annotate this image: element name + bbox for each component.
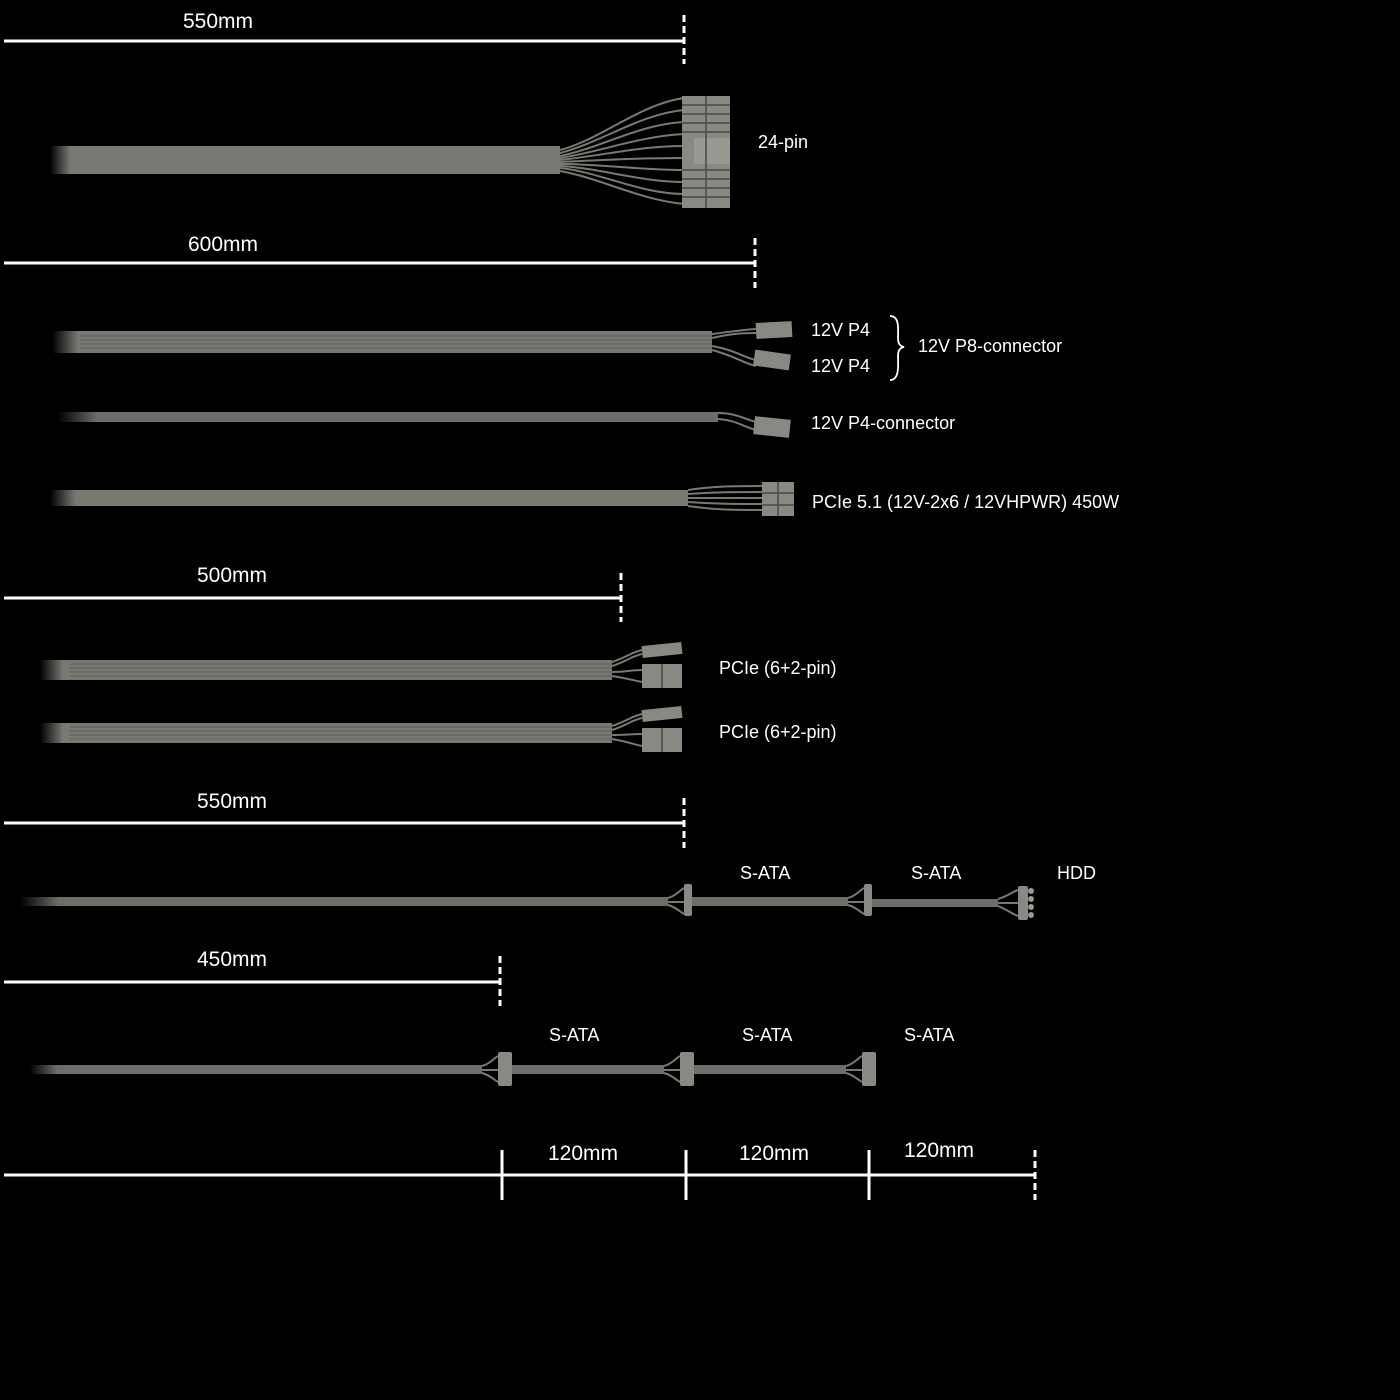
label-sata-2c: S-ATA xyxy=(904,1025,955,1045)
connector-pcie5 xyxy=(762,482,794,516)
connector-p4-b xyxy=(753,350,791,371)
connector-sata-1a xyxy=(684,884,692,916)
label-pcie-b: PCIe (6+2-pin) xyxy=(719,722,837,742)
label-p4-b: 12V P4 xyxy=(811,356,871,376)
measure-600mm xyxy=(4,233,755,288)
cable-sata-2 xyxy=(30,1025,954,1086)
measure-label-seg2: 120mm xyxy=(739,1142,810,1165)
cable-pcie5 xyxy=(50,482,1119,516)
connector-sata-2c xyxy=(862,1052,876,1086)
cable-pcie-a xyxy=(40,642,837,688)
label-pcie-a: PCIe (6+2-pin) xyxy=(719,658,837,678)
connector-sata-1b xyxy=(864,884,872,916)
label-sata-1a: S-ATA xyxy=(740,863,791,883)
measure-label-seg3: 120mm xyxy=(904,1139,975,1162)
label-p4-single: 12V P4-connector xyxy=(811,413,956,433)
brace-icon xyxy=(890,316,904,380)
label-p8: 12V P8-connector xyxy=(918,336,1063,356)
cable-24pin xyxy=(50,96,808,208)
measure-label-500mm: 500mm xyxy=(197,564,268,587)
measure-label-550mm: 550mm xyxy=(183,10,254,33)
label-sata-1b: S-ATA xyxy=(911,863,962,883)
measure-label-600mm: 600mm xyxy=(188,233,259,256)
measure-500mm xyxy=(4,564,621,622)
connector-p4-single xyxy=(753,416,791,438)
measure-450mm xyxy=(4,948,500,1006)
measure-segments xyxy=(4,1139,1035,1200)
label-sata-2b: S-ATA xyxy=(742,1025,793,1045)
measure-label-450mm: 450mm xyxy=(197,948,268,971)
cable-12v-p4 xyxy=(58,412,955,438)
connector-hdd xyxy=(1018,886,1034,920)
label-sata-2a: S-ATA xyxy=(549,1025,600,1045)
label-hdd: HDD xyxy=(1057,863,1096,883)
connector-p4-a xyxy=(756,321,793,339)
label-pcie5: PCIe 5.1 (12V-2x6 / 12VHPWR) 450W xyxy=(812,492,1120,512)
measure-550mm-sata xyxy=(4,790,684,848)
measure-label-550mm-sata: 550mm xyxy=(197,790,268,813)
cable-pcie-b xyxy=(40,706,837,752)
cable-12v-p8 xyxy=(52,316,1062,380)
connector-sata-2b xyxy=(680,1052,694,1086)
connector-24pin xyxy=(682,96,730,208)
label-p4-a: 12V P4 xyxy=(811,320,871,340)
connector-sata-2a xyxy=(498,1052,512,1086)
cable-sata-1 xyxy=(20,863,1096,920)
label-24pin: 24-pin xyxy=(758,132,809,152)
measure-label-seg1: 120mm xyxy=(548,1142,619,1165)
measure-550mm-main xyxy=(4,10,684,64)
